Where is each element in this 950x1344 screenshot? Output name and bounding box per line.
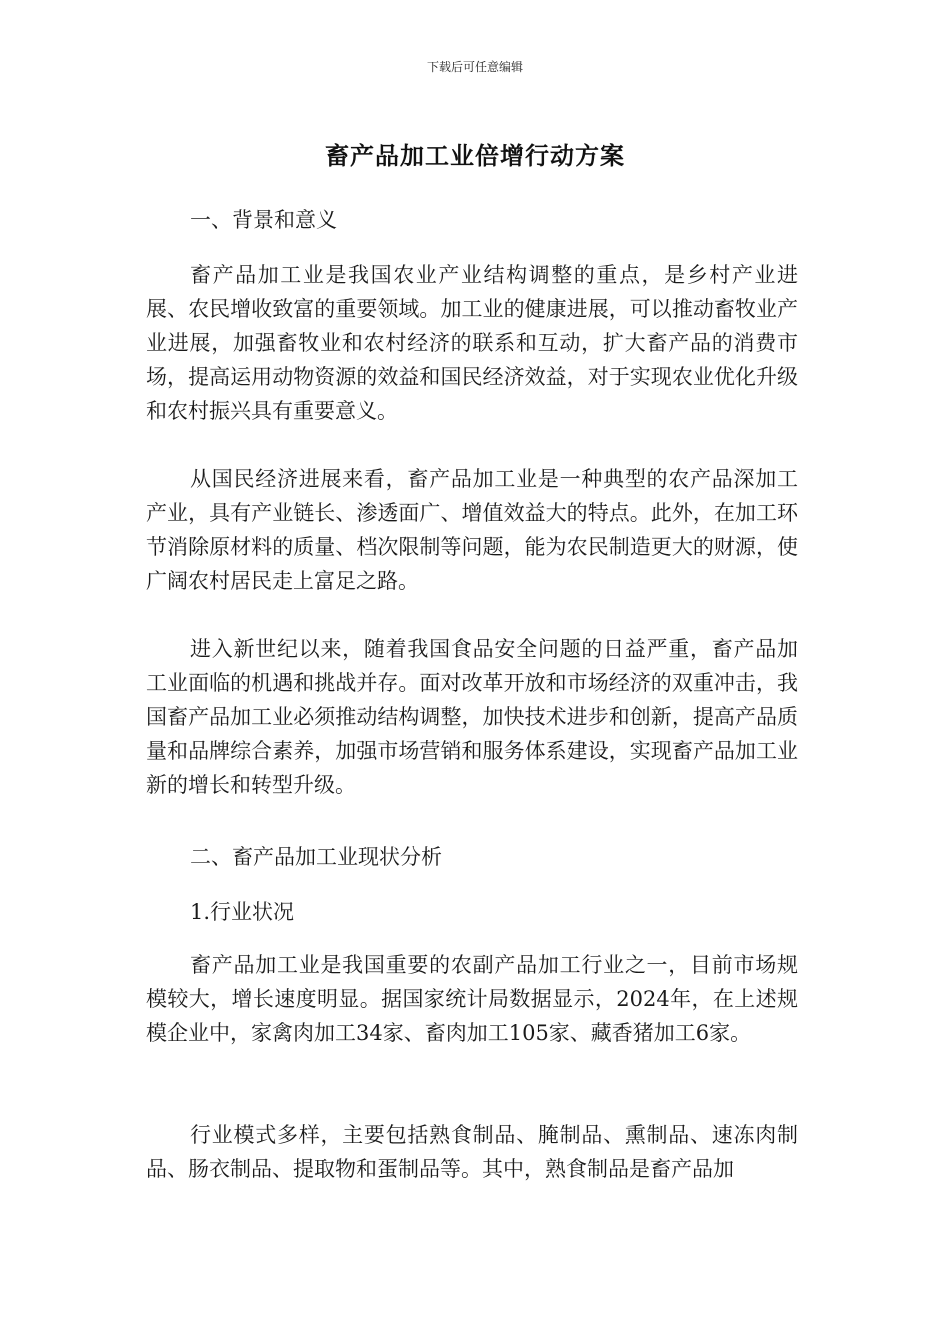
paragraph-5: 行业模式多样，主要包括熟食制品、腌制品、熏制品、速冻肉制品、肠衣制品、提取物和蛋制品等。其中，熟食制品是畜产品加 <box>146 1123 798 1181</box>
section-2-heading-block <box>146 840 798 874</box>
paragraph-4-block <box>146 948 798 1050</box>
paragraph-1: 畜产品加工业是我国农业产业结构调整的重点，是乡村产业进展、农民增收致富的重要领域。加工业的健康进展，可以推动畜牧业产业进展，加强畜牧业和农村经济的联系和互动，扩大畜产品的消费市场，提高运用动物资源的效益和国民经济效益，对于实现农业优化升级和农村振兴具有重要意义。 <box>146 263 798 423</box>
section-2-subheading-block <box>146 895 798 929</box>
header-note: 下载后可任意编辑 <box>426 60 523 74</box>
section-2-subheading-1: 1.行业状况 <box>190 900 295 924</box>
paragraph-2-block <box>146 462 798 598</box>
document-title: 畜产品加工业倍增行动方案 <box>325 142 625 170</box>
paragraph-3-block <box>146 632 798 802</box>
section-2-heading: 二、畜产品加工业现状分析 <box>190 845 442 869</box>
paragraph-3: 进入新世纪以来，随着我国食品安全问题的日益严重，畜产品加工业面临的机遇和挑战并存。面对改革开放和市场经济的双重冲击，我国畜产品加工业必须推动结构调整，加快技术进步和创新，提高产品质量和品牌综合素养，加强市场营销和服务体系建设，实现畜产品加工业新的增长和转型升级。 <box>146 637 798 797</box>
paragraph-5-block <box>146 1118 798 1186</box>
paragraph-1-block <box>146 258 798 428</box>
paragraph-2: 从国民经济进展来看，畜产品加工业是一种典型的农产品深加工产业，具有产业链长、渗透面广、增值效益大的特点。此外，在加工环节消除原材料的质量、档次限制等问题，能为农民制造更大的财源，使广阔农村居民走上富足之路。 <box>146 467 798 593</box>
section-1-heading: 一、背景和意义 <box>190 208 337 232</box>
paragraph-4: 畜产品加工业是我国重要的农副产品加工行业之一，目前市场规模较大，增长速度明显。据国家统计局数据显示，2024年，在上述规模企业中，家禽肉加工34家、畜肉加工105家、藏香猪加工6家。 <box>146 953 798 1045</box>
section-1-heading-block <box>146 203 798 237</box>
